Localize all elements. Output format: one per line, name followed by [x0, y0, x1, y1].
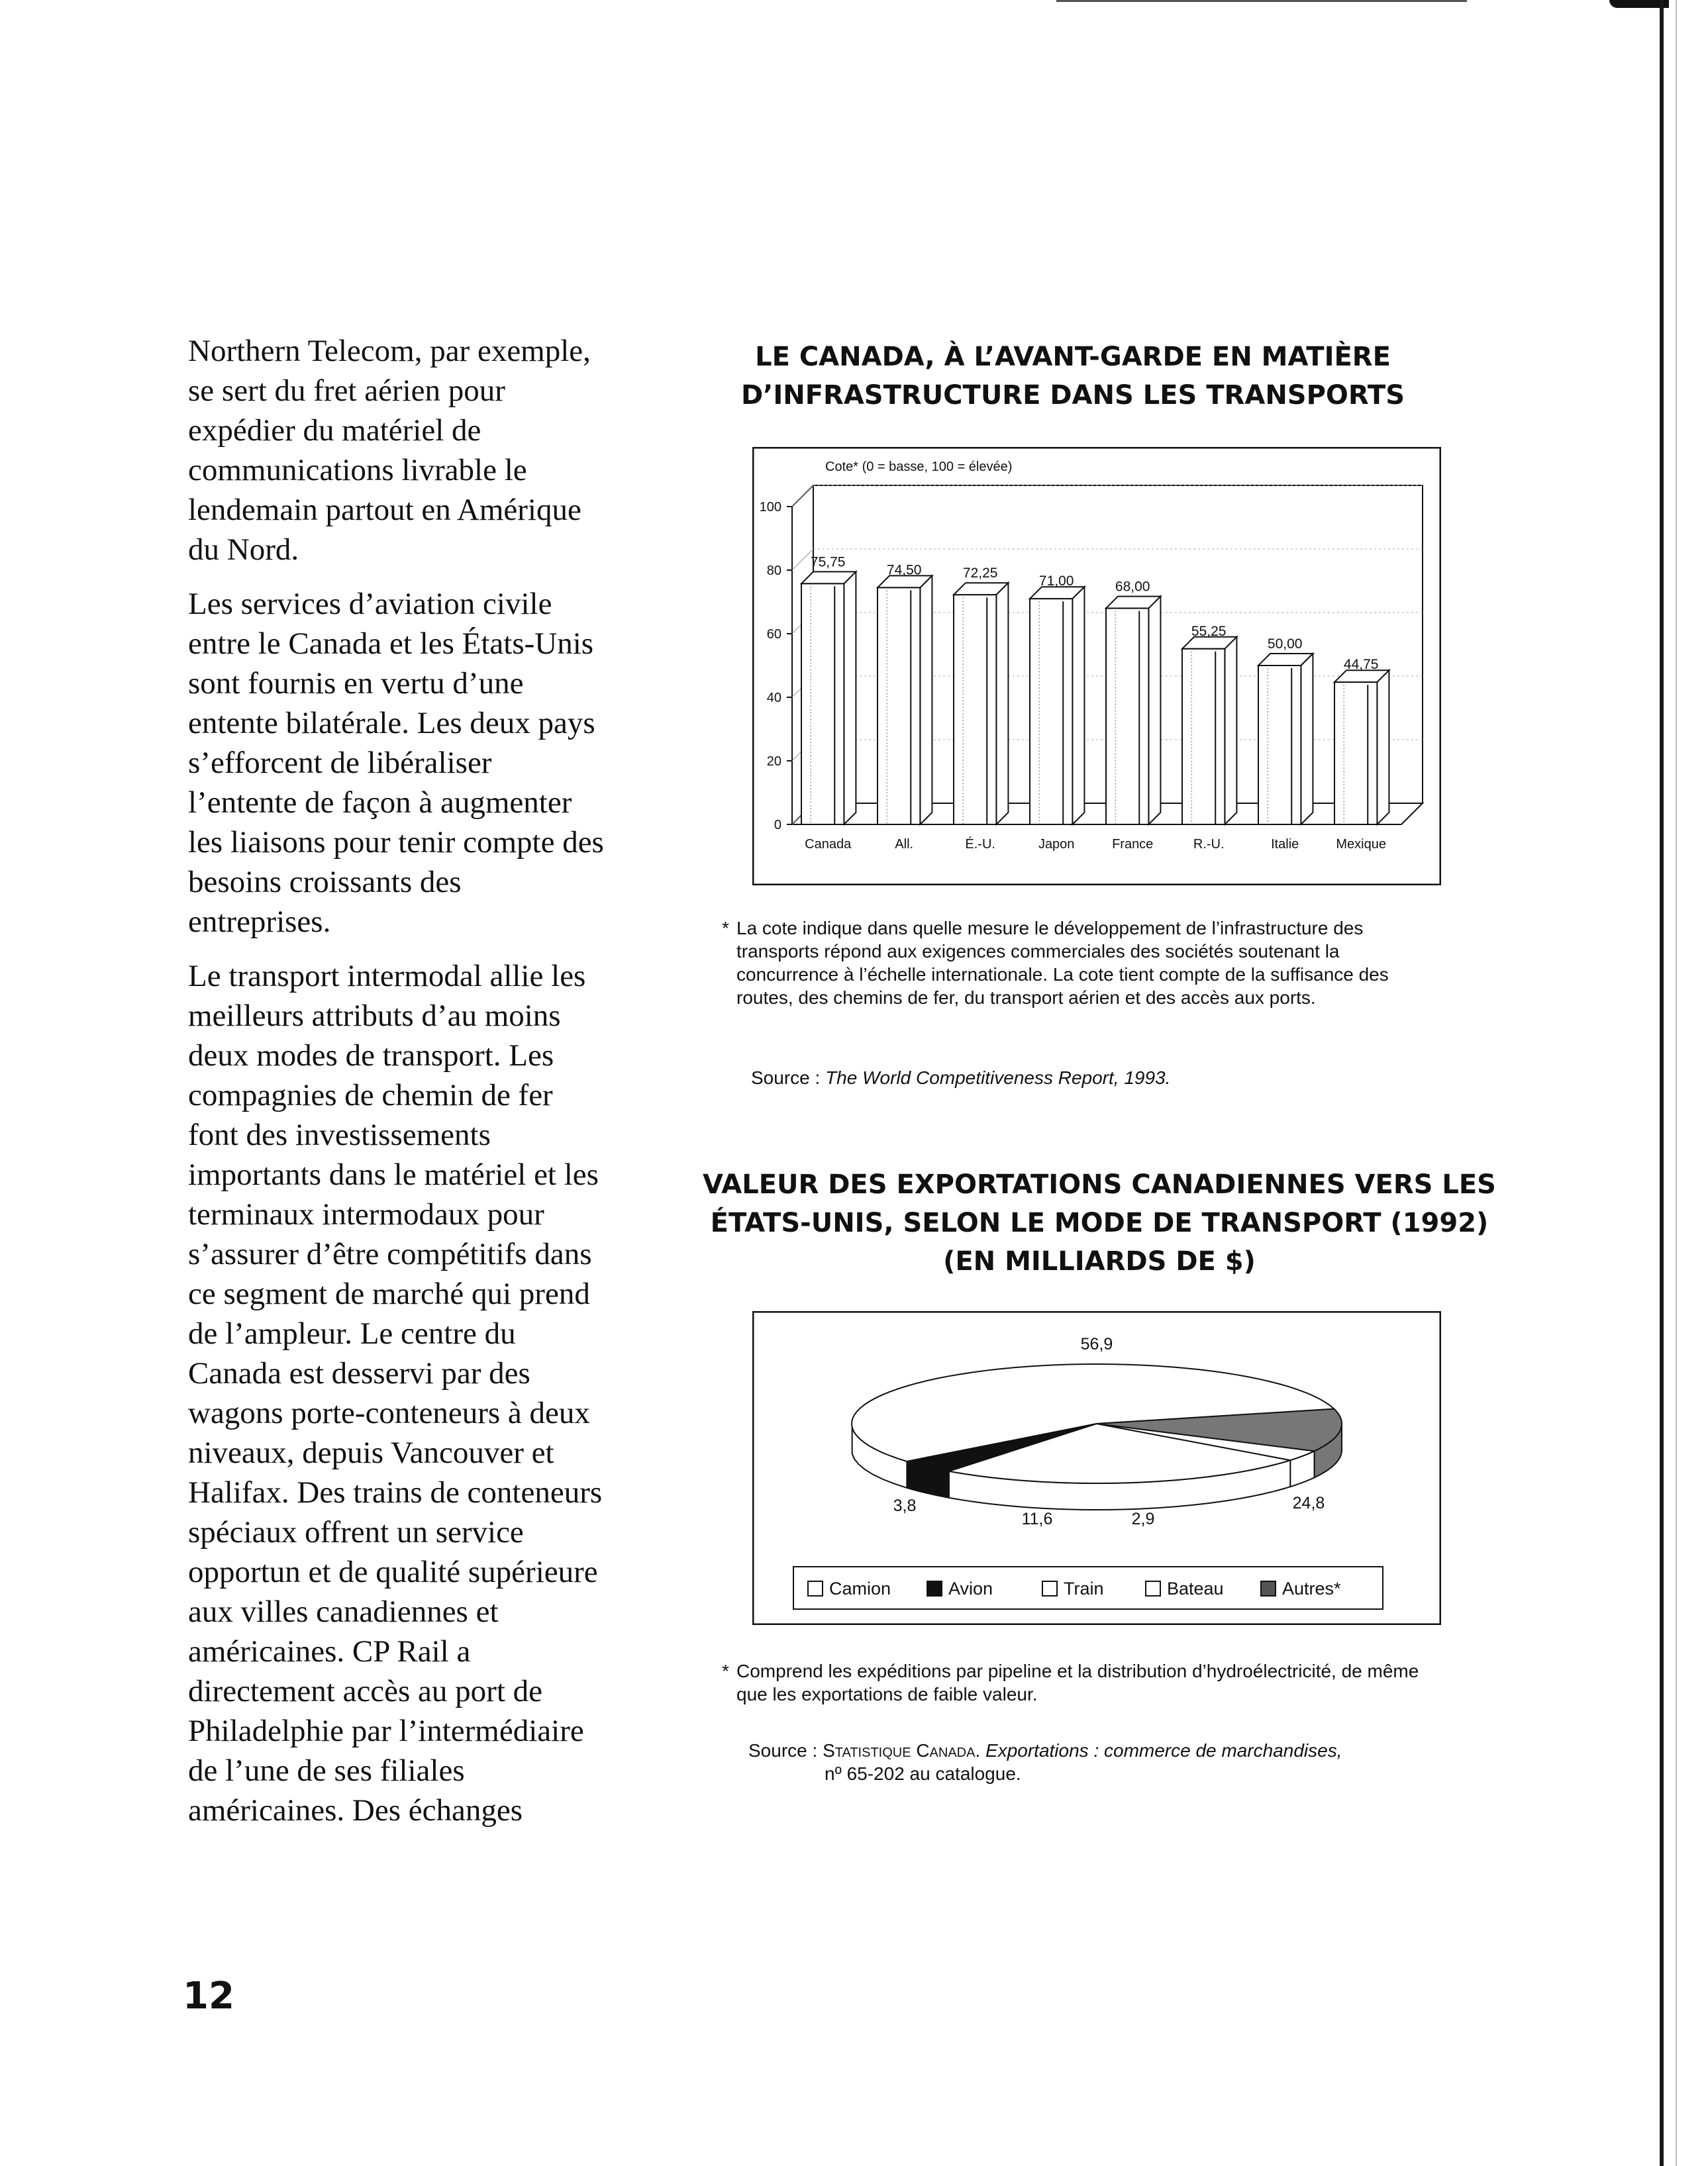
chart2-source: [748, 1739, 1444, 1785]
chart2-footnote-text: Comprend les expéditions par pipeline et la distribution d’hydroélectricité, de même que les exportations de faible valeur.: [736, 1661, 1419, 1704]
chart1-source-text: The World Competitiveness Report, 1993.: [825, 1067, 1171, 1088]
chart1-title-line1: LE CANADA, À L’AVANT-GARDE EN MATIÈRE: [755, 342, 1391, 372]
chart1-source-label: Source :: [751, 1067, 821, 1088]
legend-label: Avion: [948, 1579, 993, 1599]
page-top-edge-line: [1056, 0, 1467, 2]
pie-value-label: 24,8: [1292, 1494, 1325, 1512]
bar: [1334, 682, 1377, 824]
chart2-footnote: [722, 1659, 1432, 1706]
bar-side: [1225, 637, 1236, 824]
bar-value-label: 72,25: [962, 566, 998, 581]
y-tick-label: 60: [766, 627, 781, 642]
bar-side: [996, 583, 1008, 824]
legend-swatch: [1146, 1581, 1160, 1596]
chart2-source-catalogue: nº 65-202 au catalogue.: [825, 1763, 1021, 1784]
bar: [1106, 609, 1148, 824]
legend-swatch: [927, 1581, 942, 1596]
pie-value-label: 3,8: [893, 1497, 917, 1515]
legend-label: Bateau: [1167, 1579, 1224, 1599]
bar: [954, 595, 996, 824]
bar: [801, 583, 844, 824]
bar-value-label: 50,00: [1267, 636, 1303, 652]
bar-chart-ylabel: Cote* (0 = basse, 100 = élevée): [825, 460, 1013, 474]
page-binding-edge: [1660, 0, 1664, 2166]
pie-value-label: 2,9: [1131, 1510, 1155, 1528]
x-tick-label: Mexique: [1336, 837, 1387, 852]
x-tick-label: R.-U.: [1193, 837, 1225, 852]
chart1-footnote-star: *: [722, 918, 729, 938]
bar-value-label: 71,00: [1038, 573, 1074, 589]
y-tick-label: 80: [766, 564, 781, 578]
x-tick-label: É.-U.: [965, 837, 995, 852]
pie-legend: [793, 1567, 1383, 1609]
body-paragraph-2: Les services d’aviation civile entre le Canada et les États-Unis sont fournis en vertu d’une entente bilatérale. Les deux pays s’efforcent de libéraliser l’entente de façon à augmenter les liaisons pour tenir compte des besoins croissants des entreprises.: [188, 587, 604, 939]
chart1-title-line2: D’INFRASTRUCTURE DANS LES TRANSPORTS: [740, 380, 1405, 411]
bar-value-label: 75,75: [810, 554, 846, 570]
bar-side: [1148, 597, 1160, 824]
bar: [1182, 649, 1225, 824]
chart2-title-line3: (EN MILLIARDS DE $): [943, 1246, 1256, 1277]
page-number: 12: [183, 1975, 234, 2018]
bar-side: [844, 571, 856, 824]
x-tick-label: All.: [895, 837, 914, 852]
bar: [1030, 599, 1072, 824]
page-binding-shadow: [1676, 0, 1677, 2166]
chart2-title-line2: ÉTATS-UNIS, SELON LE MODE DE TRANSPORT (1992): [710, 1208, 1489, 1238]
chart1-source: [751, 1066, 1413, 1089]
legend-swatch: [1042, 1581, 1057, 1596]
bar: [878, 587, 920, 824]
chart2-title: [689, 1165, 1510, 1281]
bar-chart: [752, 447, 1441, 885]
bar-value-label: 74,50: [886, 562, 922, 578]
bar-chart-plot: [760, 485, 1423, 852]
chart2-footnote-star: *: [722, 1661, 729, 1681]
x-tick-label: France: [1112, 837, 1154, 852]
chart2-source-label: Source :: [748, 1740, 818, 1761]
body-paragraph-3: Le transport intermodal allie les meilleurs attributs d’au moins deux modes de transport. Les compagnies de chemin de fer font des investissements importants dans le matériel et les terminaux intermodaux pour s’assurer d’être compétitifs dans ce segment de marché qui prend de l’ampleur. Le centre du Canada est desservi par des wagons porte-conteneurs à deux niveaux, depuis Vancouver et Halifax. Des trains de conteneurs spéciaux offrent un service opportun et de qualité supérieure aux villes canadiennes et américaines. CP Rail a directement accès au port de Philadelphie par l’intermédiaire de l’une de ses filiales américaines. Des échanges: [188, 959, 603, 1828]
body-text-column: [188, 331, 605, 1845]
bar-side: [1301, 654, 1313, 824]
chart1-footnote: [722, 916, 1432, 1009]
pie-value-label: 11,6: [1021, 1510, 1053, 1528]
chart1-title: [728, 338, 1417, 415]
bar-side: [1072, 587, 1084, 824]
x-tick-label: Japon: [1038, 837, 1075, 852]
legend-swatch: [1261, 1581, 1276, 1596]
bar-side: [1377, 670, 1389, 824]
bar-value-label: 44,75: [1343, 657, 1379, 673]
bar-value-label: 68,00: [1115, 579, 1150, 595]
chart2-title-line1: VALEUR DES EXPORTATIONS CANADIENNES VERS LES: [703, 1169, 1496, 1200]
bar-side: [920, 575, 932, 824]
chart2-source-text: Exportations : commerce de marchandises,: [985, 1740, 1342, 1761]
legend-label: Autres*: [1282, 1579, 1341, 1599]
legend-label: Train: [1064, 1579, 1104, 1599]
x-tick-label: Canada: [805, 837, 852, 852]
pie-chart: [752, 1311, 1441, 1625]
bar: [1258, 665, 1301, 824]
x-tick-label: Italie: [1271, 837, 1299, 852]
chart1-footnote-text: La cote indique dans quelle mesure le développement de l’infrastructure des transports répond aux exigences commerciales des sociétés soutenant la concurrence à l’échelle internationale. La cote tient compte de la suffisance des routes, des chemins de fer, du transport aérien et des accès aux ports.: [736, 918, 1389, 1008]
body-paragraph-1: Northern Telecom, par exemple, se sert du fret aérien pour expédier du matériel de communications livrable le lendemain partout en Amérique du Nord.: [188, 334, 591, 567]
y-tick-label: 40: [766, 691, 781, 705]
bar-value-label: 55,25: [1191, 623, 1227, 639]
y-tick-label: 20: [766, 754, 781, 769]
chart2-source-org: Statistique Canada.: [823, 1740, 981, 1761]
y-tick-label: 0: [774, 818, 781, 832]
pie-value-label: 56,9: [1080, 1335, 1113, 1354]
y-tick-label: 100: [759, 500, 781, 515]
legend-swatch: [808, 1581, 823, 1596]
legend-label: Camion: [829, 1579, 891, 1599]
